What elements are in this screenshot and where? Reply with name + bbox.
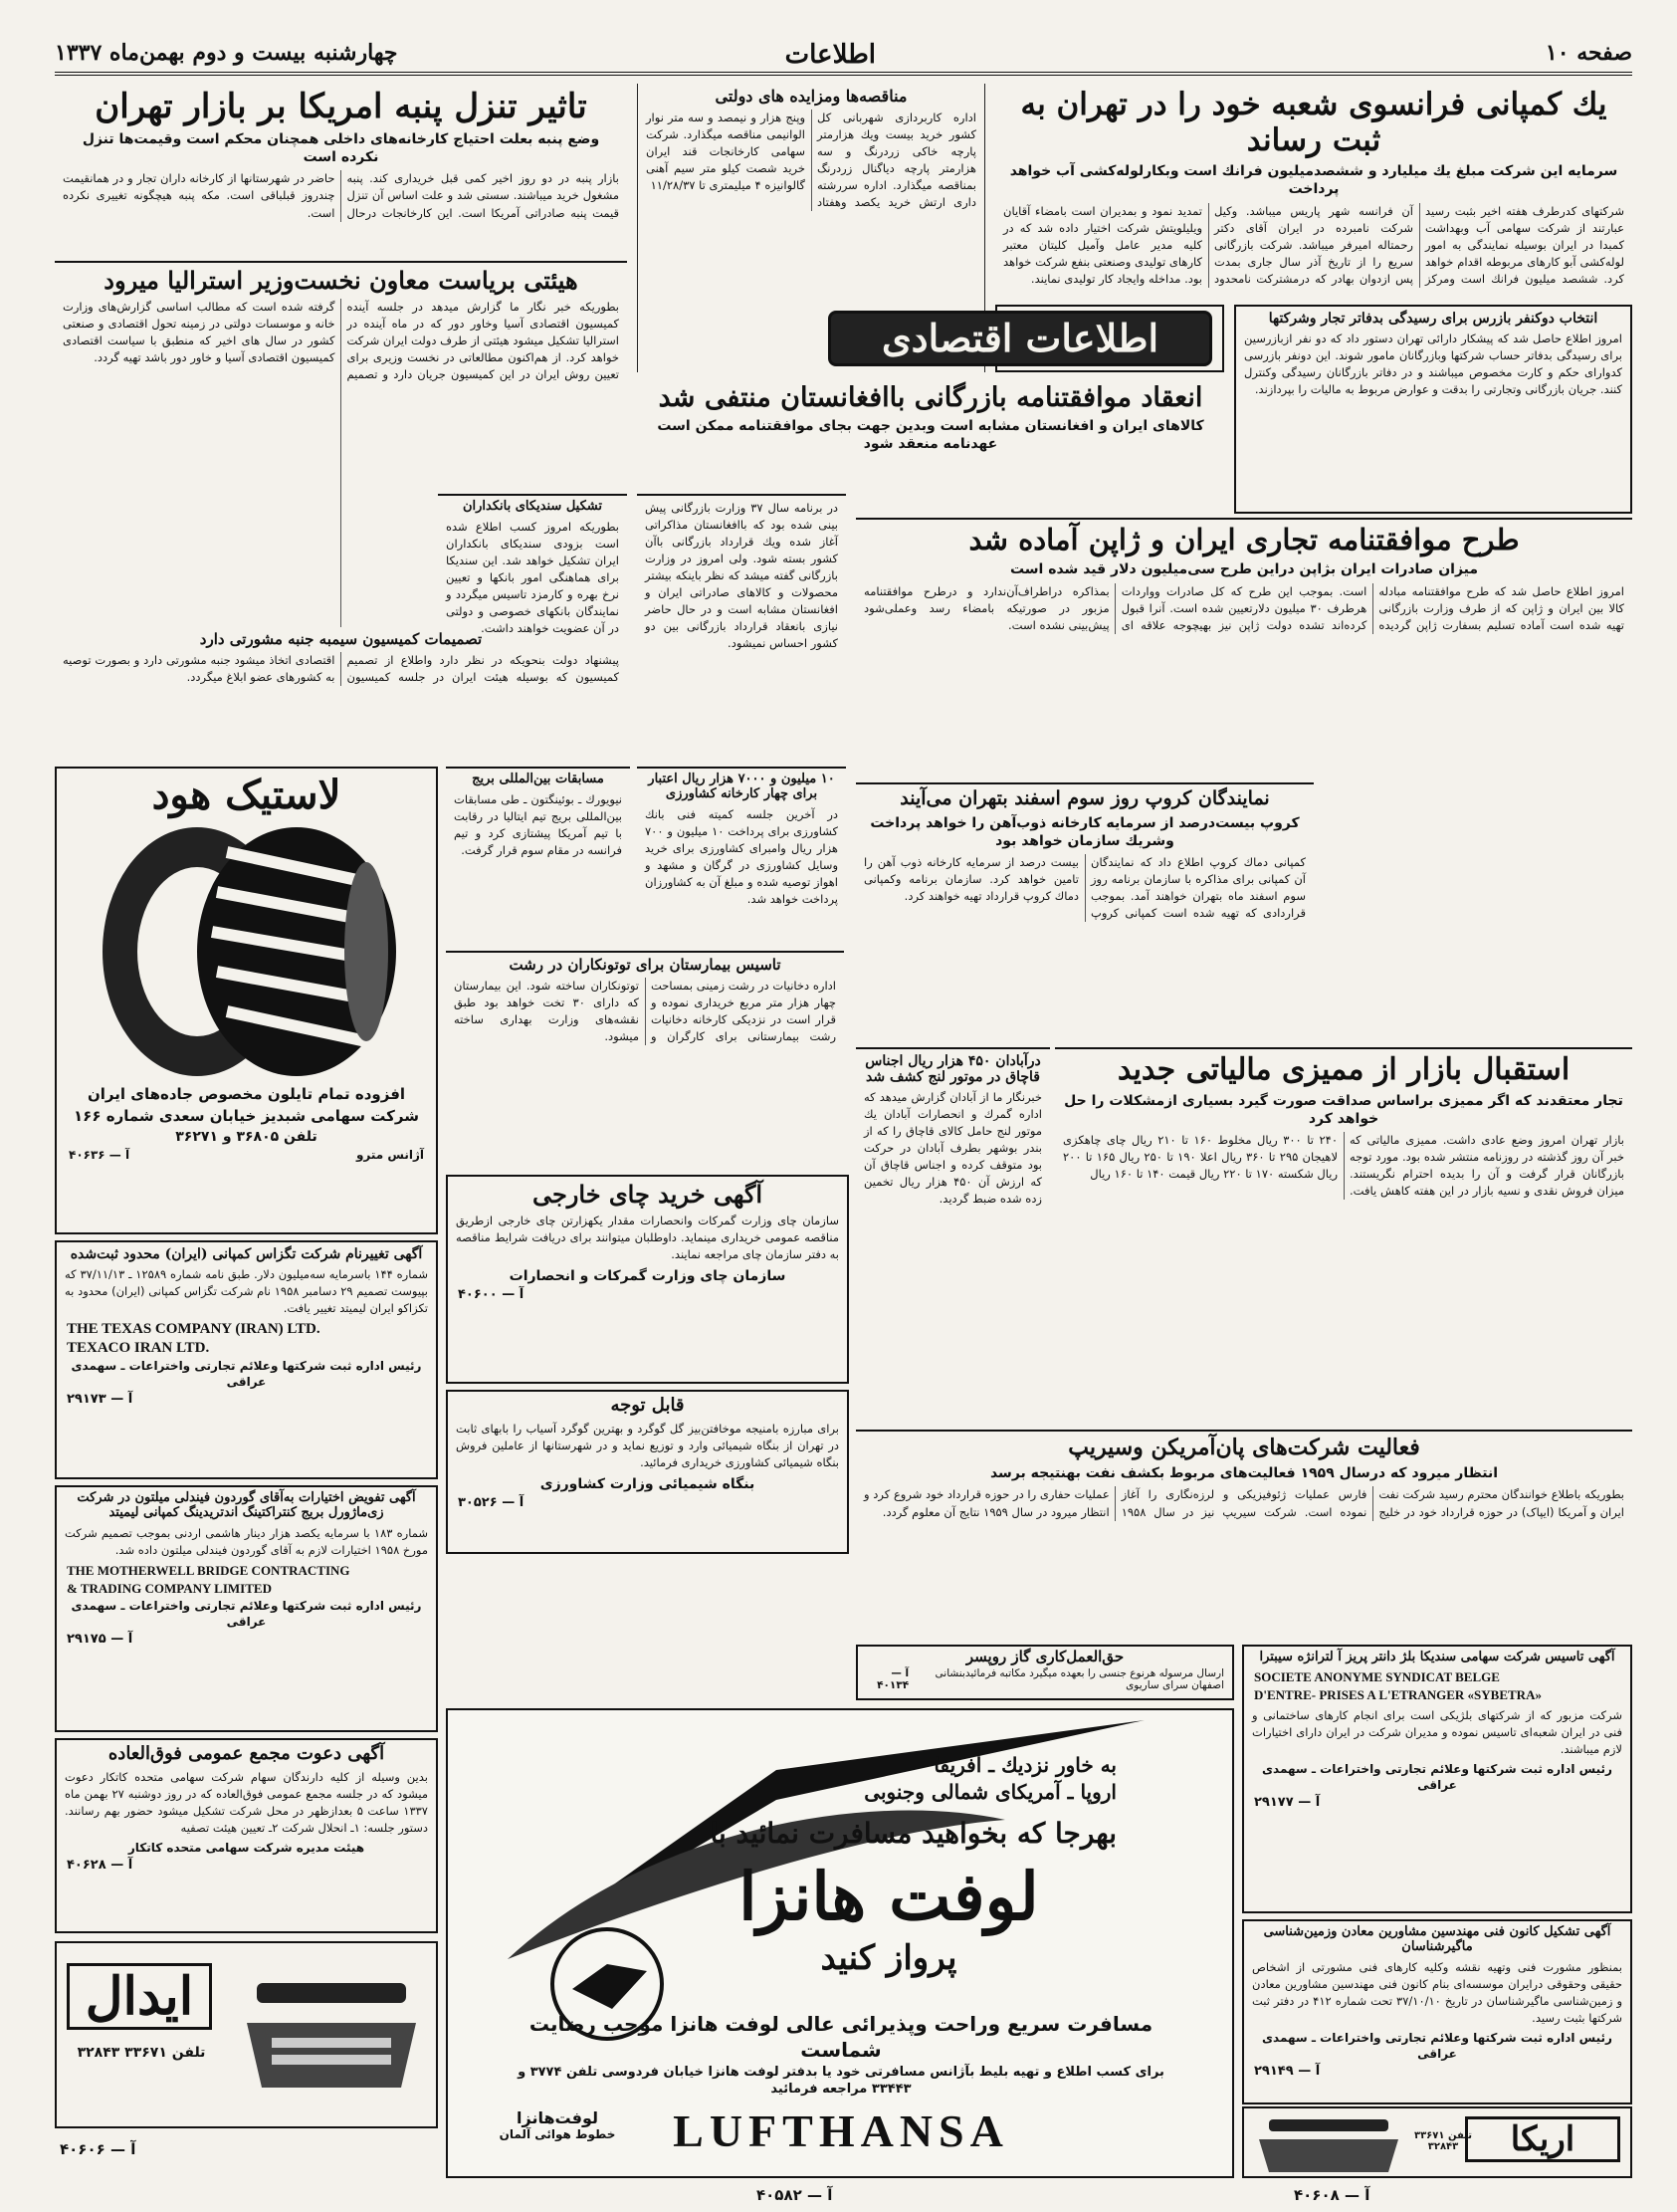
ad-notice	[446, 1390, 849, 1554]
article-body: بطوریکه امروز کسب اطلاع شده است بزودی سندیکای بانکداران ایران تشکیل خواهد شد. این سندیکا برای هماهنگی امور بانکها و تعیین نرخ بهره و کارمزد تاسیس میگردد و نمایندگان بانکهای خصوصی و دولتی در آن عضویت خواهند داشت.	[446, 519, 619, 636]
notice-body: شماره ۱۴۴ باسرمایه سه‌میلیون دلار. طبق نامه شماره ۱۲۵۸۹ ـ ۳۷/۱۱/۱۳ که بپیوست تصمیم ۲۹ دسامبر ۱۹۵۸ نام شرکت تگزاس کمپانی (ایران) محدود به تکزاکو ایران لیمیتد تغییر یافت.	[65, 1267, 428, 1316]
ad-phone: تلفن ۳۳۶۷۱ ۳۲۸۴۳	[1413, 2130, 1473, 2152]
ad-fly: پرواز کنید	[820, 1938, 957, 1979]
headline: تاثیر تنزل پنبه امریکا بر بازار تهران	[95, 87, 587, 126]
ad-phone: تلفن ۳۳۶۷۱ ۳۲۸۴۳	[77, 2045, 206, 2061]
headline: درآبادان ۴۵۰ هزار ریال اجناس قاچاق در موتور لنج کشف شد	[865, 1053, 1041, 1086]
ad-gas	[856, 1645, 1234, 1700]
notice-title: آگهی دعوت مجمع عمومی فوق‌العاده	[107, 1743, 385, 1764]
article-union	[438, 494, 627, 759]
notice-syndicat	[1242, 1645, 1632, 1913]
page-header	[55, 34, 1632, 76]
ad-title: آگهی خرید چای خارجی	[531, 1180, 763, 1209]
notice-texaco	[55, 1240, 438, 1479]
ad-body: برای مبارزه بامنیجه موخافتن‌بیز گل گوگرد و بهترین گوگرد آسیاب را بابهای ثابت در تهران از بنگاه شیمیائی وارد و توزیع نماید و در شهرستانها از عاملین فروش بنگاه شیمیائی کشاورزی خریداری فرمائید.	[456, 1421, 839, 1469]
notice-ref: آ — ۲۹۱۷۳	[67, 1392, 133, 1408]
subheadline: وضع پنبه بعلت احتیاج کارخانه‌های داخلی همچنان محکم است وقیمت‌ها تنزل نکرده است	[82, 131, 600, 166]
ad-brand-english: LUFTHANSA	[673, 2105, 1009, 2156]
typewriter-icon	[1254, 2114, 1403, 2174]
subheadline: کالاهای ایران و افغانستان مشابه است وبدین جهت بجای موافقتنامه ممکن است عهدنامه منعقد شود	[657, 418, 1204, 453]
headline: هیئتی بریاست معاون نخست‌وزیر استرالیا میرود	[104, 266, 578, 295]
ad-brand-persian-2: لوفت‌هانزا	[517, 2108, 598, 2127]
article-body: امروز اطلاع حاصل شد که پیشکار دارائی تهران دستور داد که دو نفر ازبازرسین برای رسیدگی بدفاتر حساب شرکتها وبازرگانان مامور شوند. این دونفر بازرسی کدوارای حکم و کارت مخصوص میباشند و در دفاتر بازرگانان رسیدگی وکنترل کنند. جریان بازرگانی وتجارتی را بدقت و عوارض مربوط به مالیات را بپردازند.	[1244, 332, 1622, 397]
notice-body: بدین وسیله از کلیه دارندگان سهام شرکت سهامی متحده کاتکار دعوت میشود که در جلسه مجمع عمومی فوق‌العاده که در روز دوشنبه ۲۷ بهمن ماه ۱۳۳۷ ساعت ۵ بعدازظهر در محل شرکت تشکیل میشود حضور بهم رسانند. دستور جلسه: ۱ـ انحلال شرکت ۲ـ تعیین هیئت تصفیه	[65, 1769, 429, 1835]
ad-ref: آ — ۳۰۵۲۶	[458, 1494, 524, 1510]
notice-ref: آ — ۲۹۱۷۵	[67, 1632, 133, 1648]
ad-title: قابل توجه	[610, 1395, 685, 1416]
ad-body: سازمان چای وزارت گمرکات وانحصارات مقدار یکهزارتن چای خارجی ازطریق مناقصه عمومی خریداری مینماید. داوطلبان میتوانند برای دریافت شرایط مناقصه به دفتر سازمان چای مراجعه نمایند.	[456, 1213, 839, 1261]
article-french-company	[995, 84, 1632, 299]
headline: یك کمپانی فرانسوی شعبه خود را در تهران به ثبت رساند	[1020, 87, 1607, 158]
tire-illustration	[68, 822, 426, 1081]
ad-brand: ایدال	[67, 1963, 212, 2030]
notice-ref: آ — ۲۹۱۴۹	[1254, 2064, 1321, 2080]
article-body: بازار تهران امروز وضع عادی داشت. ممیزی مالیاتی که خبر آن روز گذشته در روزنامه منتشر شده بود. مورد توجه بازرگانان قرار گرفت و آن را بدیده احترام نگریستند. میزان فروش نقدی و نسیه بازار در این هفته کاهش یافت. ۲۴۰ تا ۳۰۰ ریال مخلوط ۱۶۰ تا ۲۱۰ ریال چای چاهکزی لاهیجان ۲۹۵ تا ۳۶۰ ریال اعلا ۱۹۰ تا ۲۵۰ ریال ۱۶۵ تا ۲۰۰ ریال شکسته ۱۷۰ تا ۲۲۰ ریال قیمت ۱۴۰ تا ۱۶۰ ریال	[1063, 1132, 1624, 1198]
headline: تاسیس بیمارستان برای توتونکاران در رشت	[509, 956, 781, 974]
subheadline: کروپ بیست‌درصد از سرمایه کارخانه ذوب‌آهن را خواهد پرداخت وشریك سازمان خواهد بود	[870, 814, 1300, 850]
notice-office: رئیس اداره ثبت شرکتها وعلائم تجارتی واختراعات ـ سهمدی عراقی	[1262, 2030, 1612, 2061]
notice-title: آگهی تفویض اختیارات به‌آقای گوردون فیندلی میلتون در شرکت زی‌ماژورل بریج کنتراکتینگ اندتریدینگ کمپانی لیمیتد	[77, 1490, 416, 1520]
headline: فعالیت شرکت‌های پان‌آمریکن وسیریپ	[1068, 1435, 1420, 1460]
ad-signature: بنگاه شیمیائی وزارت کشاورزی	[539, 1475, 755, 1492]
article-tax	[1055, 1047, 1632, 1426]
ad-caption: افزوده تمام تایلون مخصوص جاده‌های ایران	[87, 1085, 406, 1103]
article-body: بازار پنبه در دو روز اخیر کمی قبل خریداری کند. پنبه مشغول خرید میباشند. سستی شد و علت اساس آن تنزل قیمت پنبه صادراتی آمریکا است. این کارخانجات درحال حاضر در شهرستانها از کارخانه داران تجار و در همانقیمت چندروز قبلباقی است. مکه پنبه هیچگونه تغییری نکرده است.	[63, 171, 619, 220]
article-body-2: پیشنهاد دولت بنحویکه در نظر دارد واطلاع از تصمیم کمیسیون که بوسیله هیئت ایران در جلسه کمیسیون اقتصادی اتخاذ میشود جنبه مشورتی دارد و بصورت توصیه به کشورهای عضو ابلاغ میگردد.	[63, 652, 619, 684]
ad-destinations: به خاور نزدیك ـ آفریقا	[934, 1753, 1117, 1777]
ad-ref-lufthansa: آ — ۴۰۵۸۲	[756, 2186, 833, 2204]
headline: مسابقات بین‌المللی بریج	[472, 772, 604, 786]
ad-ref-right: آ — ۴۰۶۰۸	[1294, 2186, 1370, 2204]
article-cotton	[55, 84, 627, 253]
notice-signature: هیئت مدیره شرکت سهامی متحده کاتکار	[127, 1840, 365, 1855]
typewriter-icon	[237, 1963, 426, 2102]
notice-title: آگهی تشکیل کانون فنی مهندسین مشاورین معادن وزمین‌شناسی ماگیرشناسان	[1263, 1924, 1611, 1954]
masthead-banner: اطلاعات اقتصادی	[828, 311, 1212, 366]
issue-date: چهارشنبه بیست و دوم بهمن‌ماه ۱۳۳۷	[55, 40, 398, 66]
notice-office: رئیس اداره ثبت شرکتها وعلائم تجارتی واختراعات ـ سهمدی عراقی	[71, 1598, 422, 1629]
headline: طرح موافقتنامه تجاری ایران و ژاپن آماده شد	[968, 523, 1520, 556]
notice-title: آگهی تغییرنام شرکت تگزاس کمپانی (ایران) محدود ثبت‌شده	[70, 1246, 423, 1262]
ad-destinations-2: اروپا ـ آمریکای شمالی وجنوبی	[864, 1780, 1117, 1804]
article-body: نیویورك ـ بوئینگتون ـ طی مسابقات بین‌المللی بریج تیم ایتالیا در رقابت با تیم آمریکا پیشتازی کرد و تیم فرانسه در مقام سوم قرار گرفت.	[454, 791, 622, 857]
headline: انتخاب دوکنفر بازرس برای رسیدگی بدفاتر تجار وشرکتها	[1268, 311, 1598, 327]
headline: ۱۰ میلیون و ۷۰۰۰ هزار ریال اعتبار برای چهار کارخانه کشاورزی	[648, 772, 835, 801]
article-credit	[637, 767, 846, 946]
article-exporters	[1234, 305, 1632, 514]
notice-ref: آ — ۲۹۱۷۷	[1254, 1795, 1321, 1811]
article-body: کمپانی دماك کروپ اطلاع داد که نمایندگان آن کمپانی برای مذاکره با سازمان برنامه روز سوم اسفند ماه بتهران خواهند آمد. بموجب قراردادی که تهیه شده است کمپانی کروپ بیست درصد از سرمایه کارخانه ذوب آهن را تامین خواهد کرد. سازمان برنامه وکمپانی دماك کروپ قرارداد تهیه خواهند کرد.	[864, 855, 1306, 921]
headline: تشکیل سندیکای بانکداران	[462, 499, 603, 514]
notice-office: رئیس اداره ثبت شرکتها وعلائم تجارتی واختراعات ـ سهمدی عراقی	[71, 1359, 422, 1389]
ad-airline: خطوط هوائی آلمان	[499, 2127, 616, 2141]
french-name-1: SOCIETE ANONYME SYNDICAT BELGE	[1254, 1668, 1500, 1684]
notice-office: رئیس اداره ثبت شرکتها وعلائم تجارتی واختراعات ـ سهمدی عراقی	[1262, 1761, 1612, 1792]
ad-title: لاستیک هود	[151, 772, 341, 818]
english-name-2: TEXACO IRAN LTD.	[67, 1340, 210, 1357]
article-body: امروز اطلاع حاصل شد که طرح موافقتنامه مبادله کالا بین ایران و ژاپن که از طرف وزارت بازرگانی تهیه شده است آماده تسلیم بسفارت ژاپن گردیده است. بموجب این طرح که کل صادرات وواردات هرطرف ۳۰ میلیون دلارتعیین شده است. آنرا قبول کرده‌اند تشده دولت ژاپن نیز بهیچوجه علاقه ای بمذاکره دراطراف‌آن‌ندارد و درطرح موافقتنامه مزبور در صورتیکه بامضاء رسد وعملی‌شود پیش‌بینی نشده است.	[864, 583, 1624, 632]
article-japan	[856, 518, 1632, 776]
notice-ref: آ — ۴۰۶۲۸	[67, 1858, 133, 1874]
article-panam	[856, 1430, 1632, 1639]
ad-title: حق‌العمل‌کاری گاز روپسر	[965, 1648, 1125, 1665]
ad-ref-left: آ — ۴۰۶۰۶	[60, 2140, 136, 2158]
notice-body: شماره ۱۸۳ با سرمایه یکصد هزار دینار هاشمی اردنی بموجب تصمیم شرکت مورخ ۱۹۵۸ اختیارات لازم به آقای گوردون فیندلی میلتون داده شد.	[65, 1525, 428, 1557]
section-masthead	[816, 305, 1224, 372]
article-afghan-head	[637, 378, 1224, 488]
ad-phone: تلفن ۳۶۸۰۵ و ۳۶۲۷۱	[175, 1129, 317, 1145]
article-bridge	[446, 767, 630, 946]
newspaper-name: اطلاعات	[784, 40, 876, 70]
article-body: اداره دخانیات در رشت زمینی بمساحت چهار هزار متر مربع خریداری نموده و قرار است در نزدیکی کارخانه دخانیات رشت بیمارستانی برای کارگران و توتونکاران ساخته شود. این بیمارستان که دارای ۳۰ تخت خواهد بود طبق نقشه‌های وزارت بهداری ساخته میشود.	[454, 979, 836, 1044]
notice-title: آگهی تاسیس شرکت سهامی سندیکا بلژ دانتر پریز آ لترانژه سیبترا	[1259, 1650, 1615, 1664]
subheadline: سرمایه این شرکت مبلغ یك میلیارد و ششصدمیلیون فرانك است وبکارلوله‌کشی آب خواهد پرداخت	[1009, 163, 1618, 198]
article-body: خبرنگار ما از آبادان گزارش میدهد که اداره گمرك و انحصارات آبادان یك موتور لنج حامل کالای قاچاق را که از بندر بوشهر بطرف آبادان در حرکت بود متوقف کرده و اجناس قاچاق آن که ارزش آن ۴۵۰ هزار ریال تخمین زده شده ضبط گردید.	[864, 1090, 1042, 1207]
article-afghan-body	[637, 494, 846, 763]
subheadline: تصمیمات کمیسیون سیمبه جنبه مشورتی دارد	[199, 629, 483, 648]
ad-contact: برای کسب اطلاع و تهیه بلیط بآژانس مسافرتی خود یا بدفتر لوفت هانزا خیابان فردوسی تلفن ۳۷۷۴ و ۳۳۴۴۳ مراجعه فرمائید	[518, 2065, 1164, 2097]
subheadline: انتظار میرود که درسال ۱۹۵۹ فعالیت‌های مربوط بکشف نفت بهنتیجه برسد	[989, 1465, 1499, 1482]
notice-mining	[1242, 1919, 1632, 2104]
ad-ref: آ — ۴۰۶۳۶	[69, 1148, 130, 1163]
english-name-2: & TRADING COMPANY LIMITED	[67, 1580, 272, 1596]
article-hospital	[446, 951, 844, 1170]
ad-body: ارسال مرسوله هرنوع جنسی را بعهده میگیرد مکاتبه فرمائیدبنشانی اصفهان سرای ساریوی	[935, 1667, 1224, 1692]
headline: مناقصه‌ها ومزایده های دولتی	[715, 87, 908, 106]
ad-signature: سازمان چای وزارت گمرکات و انحصارات	[509, 1267, 786, 1284]
subheadline: تجار معتقدند که اگر ممیزی براساس صداقت صورت گیرد بسیاری ازمشکلات را حل خواهد کرد	[1064, 1092, 1623, 1127]
ad-brand: اریکا	[1465, 2116, 1620, 2162]
ad-ref: آ — ۴۰۶۰۰	[458, 1286, 524, 1302]
ad-ref: آ — ۴۰۱۳۴	[877, 1667, 910, 1692]
english-name-1: THE MOTHERWELL BRIDGE CONTRACTING	[67, 1562, 350, 1578]
ad-slogan: مسافرت سریع وراحت وپذیرائی عالی لوفت هانزا موجب رضایت شماست	[528, 2012, 1153, 2062]
ad-brand-persian: لوفت هانزا	[738, 1858, 1039, 1936]
article-krupp	[856, 782, 1314, 1041]
headline: استقبال بازار از ممیزی مالیاتی جدید	[1117, 1052, 1571, 1087]
ad-agency: آژانس مترو	[355, 1148, 424, 1163]
ad-dealer: شرکت سهامی شبدیز خیابان سعدی شماره ۱۶۶	[74, 1106, 419, 1125]
ad-tea	[446, 1175, 849, 1384]
ad-hood-tire	[55, 767, 438, 1234]
article-body: اداره کاربردازی شهربانی کل کشور خرید بیست ویك هزارمتر پارچه خاکی زردرنگ و سه هزارمتر پارچه دیاگنال زردرنگ بمناقصه میگذارد. اداره سررشته داری ارتش خرید یکصد وهفتاد وپنج هزار و نیمصد و سه متر نوار الوانیمی مناقصه میگذارد. شرکت سهامی کارخانجات قند ایران خرید شصت کیلو متر سیم آهنی گالوانیزه ۴ میلیمتری تا ۱۱/۲۸/۳۷	[646, 111, 976, 210]
article-body: بطوریکه خبر نگار ما گزارش میدهد در جلسه آینده کمیسیون اقتصادی آسیا وخاور دور که در ماه آینده در استرالیا تشکیل میشود هیئتی از طرف دولت ایران شرکت خواهد کرد. از هم‌اکنون مطالعاتی در نخست وزیری برای تعیین روش ایران در این کمیسیون جریان دارد و تصمیم گرفته شده است که مطالب اساسی گزارش‌های وزارت خانه و موسسات دولتی در زمینه تحول اقتصادی و صنعتی کشور در سال های اخیر که منطبق با سیاست اقتصادی کمیسیون اقتصادی آسیا و خاور دور باشد تهیه گردد.	[63, 299, 619, 381]
headline: نمایندگان کروپ روز سوم اسفند بتهران می‌آیند	[900, 787, 1270, 809]
notice-meeting	[55, 1738, 438, 1933]
notice-motherwell	[55, 1485, 438, 1732]
subheadline: میزان صادرات ایران بژاپن دراین طرح سی‌میلیون دلار قید شده است	[1009, 561, 1479, 578]
french-name-2: D'ENTRE- PRISES A L'ETRANGER «SYBETRA»	[1254, 1686, 1542, 1702]
ad-typewriter-adal	[55, 1941, 438, 2128]
headline: انعقاد موافقتنامه بازرگانی باافغانستان منتفی شد	[658, 382, 1203, 413]
ad-lufthansa	[446, 1708, 1234, 2178]
notice-body: بمنظور مشورت فنی وتهیه نقشه وکلیه کارهای فنی مشورتی از اشخاص حقیقی وحقوقی درایران موسسه‌ای بنام کانون فنی مهندسین مشاورین معادن و زمین‌شناسی ماگیرشناسان در تاریخ ۳۷/۱۰/۱۰ تحت شماره ۴۱۲ در دفتر ثبت شرکتها بثبت رسید.	[1252, 1959, 1623, 2025]
article-customs	[856, 1047, 1050, 1426]
article-body: شرکتهای کدرطرف هفته اخیر بثبت رسید عبارتند از شرکت سهامی آب وبهداشت کمبدا در ایران بوسیله نمایندگی به امور لوله‌کشی آبو کارهای مربوطه اقدام خواهد کرد. ششصد میلیون فرانك است ومرکز آن فرانسه شهر پاریس میباشد. وکیل شرکت نامبرده در ایران آقای دکتر رحمتاله امیرفر میباشد. شرکت بازرگانی سریع را از تاریخ آذر سال جاری بمدت پس ازدوان بهادر که درمشترکت نامحدود تمدید نمود و بمدیران است بامضاء آقایان ویلیلویتش شرکت اختیار داده شد که در کلیه مدیر عامل وآمیل کلیتان معتبر کارهای تولیدی وصنعتی بنفع شرکت خواهد بود. مداخله وایجاد کار تولیدی نمایند.	[1003, 203, 1624, 286]
english-name-1: THE TEXAS COMPANY (IRAN) LTD.	[67, 1321, 320, 1338]
notice-body: شرکت مزبور که از شرکتهای بلژیکی است برای انجام کارهای ساختمانی و فنی در ایران شعبه‌ای تاسیس نموده و مدیران شرکت در ایران دارای اختیارات لازم میباشند.	[1252, 1707, 1622, 1756]
ad-headline: بهرجا که بخواهید مسافرت نمائید با	[710, 1817, 1117, 1850]
article-body: بطوریکه باطلاع خوانندگان محترم رسید شرکت نفت ایران و آمریکا (ایپاک) در حوزه قرارداد خود در خلیج فارس عملیات ژئوفیزیکی و لرزه‌نگاری را آغاز نموده است. شرکت سیریپ نیز در سال ۱۹۵۸ عملیات حفاری را در حوزه قرارداد خود شروع کرد و انتظار میرود در سال ۱۹۵۹ نتایج آن معلوم گردد.	[864, 1487, 1624, 1519]
page-number: صفحه ۱۰	[1545, 40, 1632, 66]
ad-typewriter-erika	[1242, 2106, 1632, 2178]
article-body: در آخرین جلسه کمیته فنی بانك کشاورزی برای پرداخت ۱۰ میلیون و ۷۰۰ هزار ریال وامبرای کشاورزی برای خرید وسایل کشاورزی در گرگان و مشهد و اهواز توصیه شده و مبلغ آن به کشاورزان پرداخت خواهد شد.	[645, 806, 838, 906]
article-body: در برنامه سال ۳۷ وزارت بازرگانی پیش بینی شده بود که باافغانستان مذاکراتی آغاز شده ویك قرارداد بازرگانی باآن کشور بسته شود. ولی امروز در وزارت بازرگانی گفته میشد که نظر باینکه بیشتر محصولات و کالاهای صادراتی ایران و افغانستان مشابه است و در حال حاضر نیازی بانعقاد قرارداد بازرگانی بین دو کشور احساس نمیشود.	[645, 501, 839, 651]
